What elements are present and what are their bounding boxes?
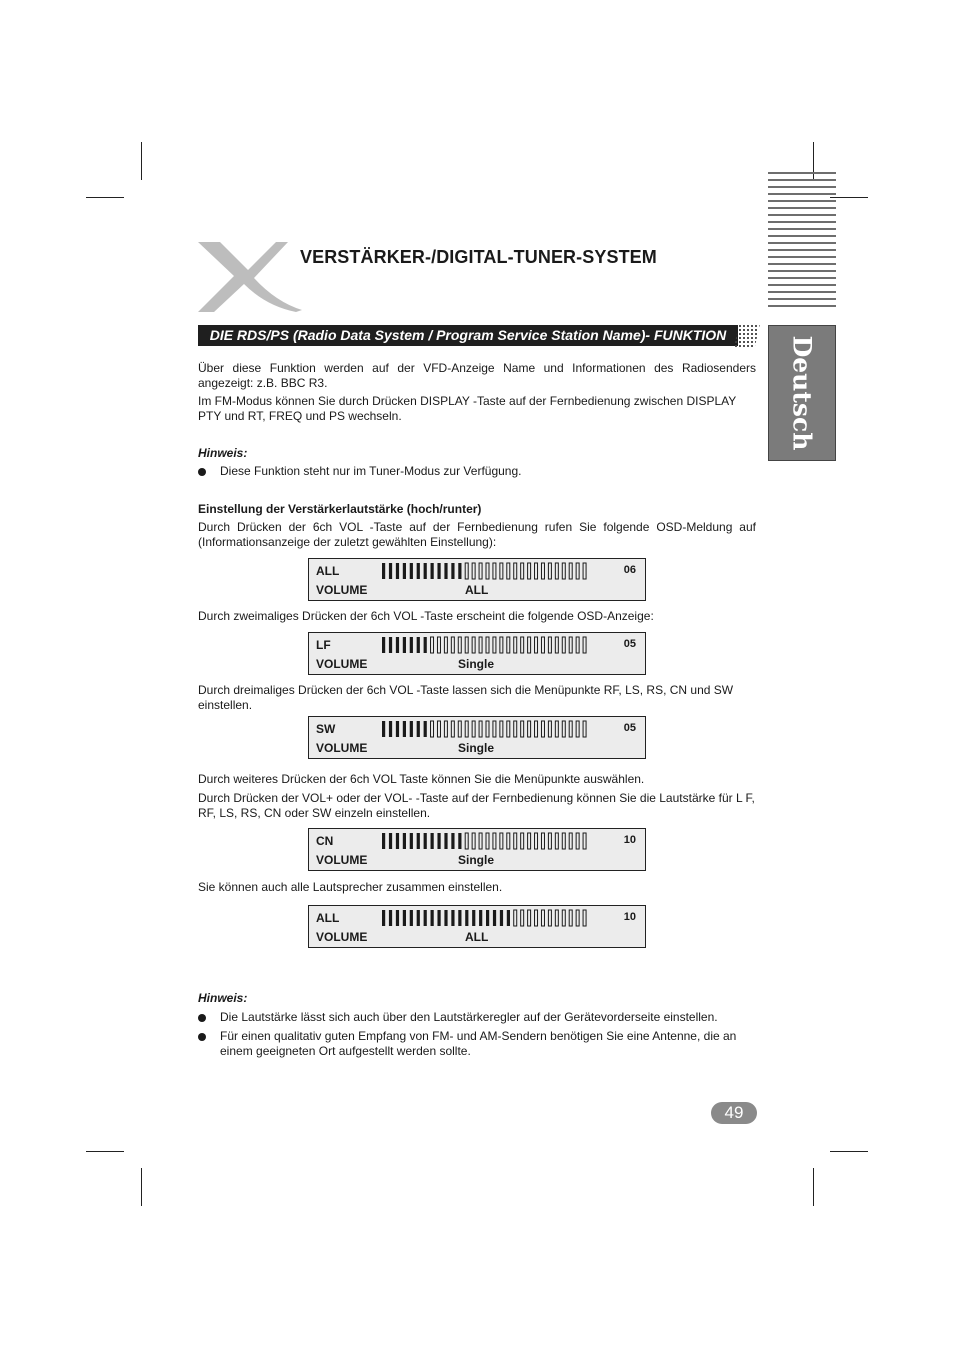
volume-segment-filled <box>431 563 434 579</box>
list-item: Die Lautstärke lässt sich auch über den Lautstärkeregler auf der Gerätevorderseite einstellen. <box>198 1010 756 1025</box>
volume-segment-filled <box>410 637 413 653</box>
volume-segment-filled <box>465 910 468 926</box>
volume-segment-filled <box>389 910 392 926</box>
volume-segment-empty <box>576 910 579 926</box>
volume-segment-filled <box>437 833 440 849</box>
osd-mode: Single <box>458 657 495 671</box>
volume-segment-empty <box>562 563 565 579</box>
volume-segment-empty <box>562 833 565 849</box>
volume-segment-empty <box>486 721 489 737</box>
volume-segment-filled <box>451 910 454 926</box>
volume-segment-empty <box>569 721 572 737</box>
volume-segment-empty <box>479 637 482 653</box>
volume-segment-empty <box>507 637 510 653</box>
volume-segment-empty <box>535 721 538 737</box>
volume-segment-filled <box>396 721 399 737</box>
volume-segment-empty <box>437 721 440 737</box>
volume-segment-empty <box>500 721 503 737</box>
osd-volume-label: VOLUME <box>316 741 368 755</box>
volume-segment-filled <box>458 910 461 926</box>
volume-segment-empty <box>458 721 461 737</box>
crop-mark <box>141 1168 142 1206</box>
osd-level: 06 <box>623 564 636 576</box>
list-item: Diese Funktion steht nur im Tuner-Modus zur Verfügung. <box>198 464 756 479</box>
volume-segment-empty <box>507 563 510 579</box>
volume-segment-filled <box>444 563 447 579</box>
osd-volume-bar <box>381 562 589 580</box>
volume-segment-empty <box>431 721 434 737</box>
volume-segment-empty <box>465 563 468 579</box>
volume-segment-empty <box>583 721 586 737</box>
bullet-icon <box>198 1033 206 1041</box>
osd-volume-bar <box>381 909 589 927</box>
volume-segment-empty <box>472 833 475 849</box>
intro-paragraph: Im FM-Modus können Sie durch Drücken DISPLAY -Taste auf der Fernbedienung zwischen DISPLAY PTY und RT, FREQ und PS wechseln. <box>198 394 737 423</box>
volume-segment-empty <box>555 833 558 849</box>
volume-segment-filled <box>500 910 503 926</box>
osd-channel: ALL <box>316 564 340 578</box>
osd-display <box>308 558 646 601</box>
volume-segment-empty <box>555 637 558 653</box>
osd-level: 10 <box>623 834 636 846</box>
volume-segment-filled <box>451 833 454 849</box>
volume-segment-filled <box>451 563 454 579</box>
volume-segment-filled <box>410 721 413 737</box>
volume-segment-empty <box>437 637 440 653</box>
volume-segment-filled <box>403 721 406 737</box>
brand-logo-icon <box>196 240 302 314</box>
volume-segment-empty <box>465 721 468 737</box>
volume-segment-filled <box>444 910 447 926</box>
volume-segment-filled <box>437 910 440 926</box>
volume-segment-filled <box>472 910 475 926</box>
volume-segment-filled <box>403 637 406 653</box>
volume-segment-filled <box>382 563 385 579</box>
volume-segment-empty <box>521 637 524 653</box>
volume-segment-empty <box>583 563 586 579</box>
volume-segment-filled <box>382 910 385 926</box>
volume-paragraph: Durch Drücken der 6ch VOL -Taste auf der Fernbedienung rufen Sie folgende OSD-Meldung auf (Informationsanzeige der zuletzt gewählten Einstellung): <box>198 520 756 549</box>
volume-segment-empty <box>493 833 496 849</box>
osd-channel: CN <box>316 834 334 848</box>
volume-segment-empty <box>576 637 579 653</box>
volume-segment-empty <box>472 563 475 579</box>
volume-segment-filled <box>389 721 392 737</box>
volume-segment-empty <box>541 721 544 737</box>
volume-segment-filled <box>458 563 461 579</box>
volume-segment-empty <box>548 563 551 579</box>
volume-segment-filled <box>403 910 406 926</box>
volume-segment-filled <box>493 910 496 926</box>
volume-segment-empty <box>472 721 475 737</box>
volume-segment-empty <box>569 833 572 849</box>
list-item: Für einen qualitativ guten Empfang von FM- und AM-Sendern benötigen Sie eine Antenne, die an einem geeigneten Ort aufgestellt werden sollte. <box>198 1029 756 1059</box>
volume-segment-empty <box>535 910 538 926</box>
volume-segment-empty <box>583 637 586 653</box>
volume-segment-empty <box>500 563 503 579</box>
page-number: 49 <box>711 1102 757 1124</box>
volume-paragraph: Durch weiteres Drücken der 6ch VOL Taste können Sie die Menüpunkte auswählen. <box>198 772 645 786</box>
crop-mark <box>86 1151 124 1152</box>
volume-paragraph: Sie können auch alle Lautsprecher zusammen einstellen. <box>198 880 503 894</box>
volume-segment-filled <box>389 833 392 849</box>
volume-segment-empty <box>548 910 551 926</box>
volume-segment-filled <box>479 910 482 926</box>
volume-segment-filled <box>389 563 392 579</box>
osd-level: 10 <box>623 911 636 923</box>
volume-segment-empty <box>507 721 510 737</box>
volume-segment-empty <box>528 637 531 653</box>
volume-segment-empty <box>521 563 524 579</box>
osd-volume-bar <box>381 720 589 738</box>
volume-segment-empty <box>514 563 517 579</box>
volume-segment-empty <box>486 637 489 653</box>
volume-segment-empty <box>444 637 447 653</box>
osd-volume-label: VOLUME <box>316 583 368 597</box>
volume-segment-filled <box>382 721 385 737</box>
volume-segment-empty <box>548 833 551 849</box>
volume-segment-filled <box>424 721 427 737</box>
crop-mark <box>813 1168 814 1206</box>
volume-segment-filled <box>396 637 399 653</box>
volume-segment-empty <box>431 637 434 653</box>
osd-display <box>308 828 646 871</box>
volume-segment-filled <box>396 833 399 849</box>
volume-segment-filled <box>444 833 447 849</box>
volume-segment-filled <box>458 833 461 849</box>
volume-segment-empty <box>472 637 475 653</box>
volume-segment-empty <box>493 721 496 737</box>
volume-segment-empty <box>541 833 544 849</box>
volume-segment-filled <box>417 833 420 849</box>
volume-paragraph: Durch zweimaliges Drücken der 6ch VOL -Taste erscheint die folgende OSD-Anzeige: <box>198 609 654 623</box>
volume-segment-filled <box>403 563 406 579</box>
volume-segment-filled <box>424 563 427 579</box>
volume-segment-empty <box>535 637 538 653</box>
volume-segment-empty <box>500 637 503 653</box>
volume-segment-empty <box>528 833 531 849</box>
volume-segment-filled <box>417 563 420 579</box>
volume-segment-empty <box>479 833 482 849</box>
osd-mode: Single <box>458 741 495 755</box>
volume-segment-filled <box>417 910 420 926</box>
volume-segment-empty <box>451 721 454 737</box>
volume-paragraph: Durch Drücken der VOL+ oder der VOL- -Taste auf der Fernbedienung können Sie die Lautstärke für L F, RF, LS, RS, CN oder SW einzeln einstellen. <box>198 791 755 820</box>
osd-channel: SW <box>316 722 336 736</box>
osd-display <box>308 905 646 948</box>
language-tab <box>768 325 836 461</box>
volume-segment-empty <box>562 721 565 737</box>
osd-level: 05 <box>623 722 636 734</box>
volume-segment-filled <box>424 833 427 849</box>
decorative-stripes <box>768 172 836 312</box>
volume-segment-empty <box>528 721 531 737</box>
volume-segment-empty <box>576 833 579 849</box>
volume-segment-filled <box>437 563 440 579</box>
volume-segment-empty <box>541 910 544 926</box>
volume-segment-empty <box>541 563 544 579</box>
volume-segment-filled <box>431 910 434 926</box>
volume-segment-empty <box>583 910 586 926</box>
volume-segment-filled <box>410 833 413 849</box>
hint-label: Hinweis: <box>198 446 248 460</box>
osd-channel: LF <box>316 638 331 652</box>
osd-volume-label: VOLUME <box>316 853 368 867</box>
osd-display <box>308 716 646 759</box>
osd-mode: ALL <box>465 930 489 944</box>
bullet-icon <box>198 1014 206 1022</box>
volume-segment-empty <box>528 563 531 579</box>
osd-volume-label: VOLUME <box>316 657 368 671</box>
volume-segment-empty <box>555 721 558 737</box>
osd-level: 05 <box>623 638 636 650</box>
bullet-icon <box>198 468 206 476</box>
volume-segment-empty <box>562 637 565 653</box>
volume-segment-empty <box>451 637 454 653</box>
volume-segment-empty <box>569 637 572 653</box>
volume-segment-empty <box>493 637 496 653</box>
volume-segment-filled <box>410 910 413 926</box>
volume-segment-empty <box>521 721 524 737</box>
volume-segment-empty <box>583 833 586 849</box>
volume-segment-empty <box>500 833 503 849</box>
page-title: VERSTÄRKER-/DIGITAL-TUNER-SYSTEM <box>300 247 657 267</box>
volume-segment-filled <box>382 833 385 849</box>
volume-segment-empty <box>507 833 510 849</box>
volume-segment-empty <box>479 563 482 579</box>
volume-segment-filled <box>417 721 420 737</box>
volume-segment-filled <box>424 637 427 653</box>
osd-display <box>308 632 646 675</box>
volume-segment-empty <box>569 563 572 579</box>
osd-channel: ALL <box>316 911 340 925</box>
volume-segment-empty <box>548 721 551 737</box>
volume-paragraph: Durch dreimaliges Drücken der 6ch VOL -Taste lassen sich die Menüpunkte RF, LS, RS, CN und SW einstellen. <box>198 683 734 712</box>
volume-segment-filled <box>403 833 406 849</box>
volume-segment-empty <box>555 910 558 926</box>
volume-segment-empty <box>521 910 524 926</box>
volume-segment-filled <box>382 637 385 653</box>
language-tab-label: Deutsch <box>787 335 817 451</box>
volume-segment-empty <box>541 637 544 653</box>
volume-segment-empty <box>576 563 579 579</box>
volume-segment-empty <box>493 563 496 579</box>
section-banner: DIE RDS/PS (Radio Data System / Program Service Station Name)- FUNKTION <box>198 325 738 346</box>
volume-segment-empty <box>514 637 517 653</box>
volume-segment-filled <box>410 563 413 579</box>
volume-segment-filled <box>431 833 434 849</box>
volume-segment-empty <box>458 637 461 653</box>
osd-mode: ALL <box>465 583 489 597</box>
hint-label: Hinweis: <box>198 991 248 1005</box>
volume-segment-empty <box>486 563 489 579</box>
volume-segment-empty <box>444 721 447 737</box>
volume-segment-empty <box>535 563 538 579</box>
volume-segment-empty <box>548 637 551 653</box>
osd-volume-label: VOLUME <box>316 930 368 944</box>
volume-segment-empty <box>479 721 482 737</box>
volume-segment-empty <box>535 833 538 849</box>
volume-segment-empty <box>465 833 468 849</box>
volume-segment-filled <box>389 637 392 653</box>
volume-segment-filled <box>507 910 510 926</box>
volume-segment-empty <box>555 563 558 579</box>
volume-segment-empty <box>569 910 572 926</box>
osd-mode: Single <box>458 853 495 867</box>
crop-mark <box>86 197 124 198</box>
volume-segment-filled <box>417 637 420 653</box>
crop-mark <box>141 142 142 180</box>
volume-segment-empty <box>562 910 565 926</box>
volume-segment-empty <box>528 910 531 926</box>
volume-segment-empty <box>486 833 489 849</box>
osd-volume-bar <box>381 832 589 850</box>
volume-segment-empty <box>514 910 517 926</box>
volume-segment-empty <box>521 833 524 849</box>
section-heading: Einstellung der Verstärkerlautstärke (hoch/runter) <box>198 502 482 516</box>
volume-segment-empty <box>576 721 579 737</box>
volume-segment-filled <box>424 910 427 926</box>
osd-volume-bar <box>381 636 589 654</box>
crop-mark <box>830 1151 868 1152</box>
volume-segment-filled <box>486 910 489 926</box>
volume-segment-empty <box>514 833 517 849</box>
volume-segment-filled <box>396 563 399 579</box>
intro-paragraph: Über diese Funktion werden auf der VFD-Anzeige Name und Informationen des Radiosenders angezeigt: z.B. BBC R3. <box>198 361 756 390</box>
volume-segment-empty <box>514 721 517 737</box>
volume-segment-filled <box>396 910 399 926</box>
volume-segment-empty <box>465 637 468 653</box>
